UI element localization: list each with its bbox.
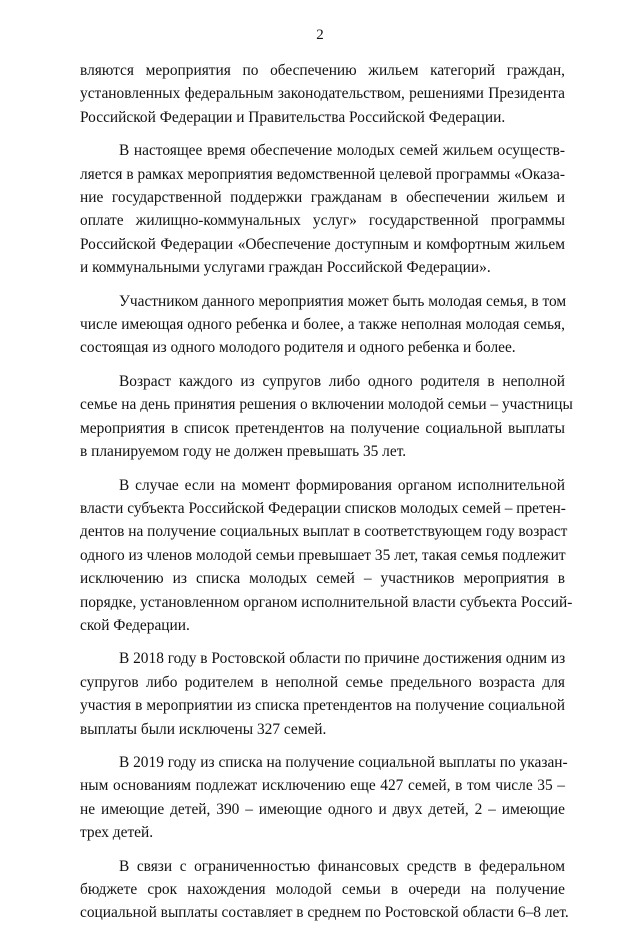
paragraph-line: Российской Федерации «Обеспечение доступным и комфортным жильем <box>80 235 565 253</box>
paragraph-line: ние государственной поддержки гражданам в обеспечении жильем и <box>80 189 565 207</box>
paragraph-line: и коммунальными услугами граждан Российской Федерации». <box>80 259 491 277</box>
paragraph-line: не имеющие детей, 390 – имеющие одного и двух детей, 2 – имеющие <box>80 800 565 818</box>
paragraph-line: В 2019 году из списка на получение социальной выплаты по указан- <box>119 753 568 771</box>
paragraph <box>80 751 568 845</box>
paragraph-line: участия в мероприятии из списка претендентов на получение социальной <box>80 697 565 715</box>
paragraph-line: ляется в рамках мероприятия ведомственной целевой программы «Оказа- <box>80 165 565 183</box>
paragraph-line: дентов на получение социальных выплат в соответствующем году возраст <box>80 523 568 541</box>
paragraph-line: Возраст каждого из супругов либо одного родителя в неполной <box>119 372 565 390</box>
paragraph-line: трех детей. <box>80 824 154 842</box>
document-body <box>80 59 573 935</box>
paragraph <box>80 59 565 129</box>
paragraph-line: В 2018 году в Ростовской области по причине достижения одним из <box>119 650 566 668</box>
paragraph <box>80 290 565 360</box>
paragraph <box>80 139 565 279</box>
paragraph-line: оплате жилищно-коммунальных услуг» государственной программы <box>80 212 565 230</box>
paragraph-line: В настоящее время обеспечение молодых семей жильем осуществ- <box>119 142 565 160</box>
paragraph <box>80 370 573 464</box>
paragraph-line: Участником данного мероприятия может быть молодая семья, в том <box>119 292 567 310</box>
paragraph-line: порядке, установленном органом исполнительной власти субъекта Россий- <box>80 593 573 611</box>
paragraph <box>80 474 573 638</box>
paragraph-line: выплаты были исключены 327 семей. <box>80 720 327 738</box>
paragraph-line: числе имеющая одного ребенка и более, а также неполная молодая семья, <box>80 316 565 334</box>
paragraph-line: власти субъекта Российской Федерации списков молодых семей – претен- <box>80 499 566 517</box>
paragraph-line: бюджете срок нахождения молодой семьи в очереди на получение <box>80 881 565 898</box>
paragraph-line: Российской Федерации и Правительства Российской Федерации. <box>80 108 506 126</box>
paragraph-line: семье на день принятия решения о включении молодой семьи – участницы <box>80 396 573 414</box>
paragraph-line: ской Федерации. <box>80 616 190 634</box>
paragraph <box>80 647 565 741</box>
paragraph-line: одного из членов молодой семьи превышает 35 лет, такая семья подлежит <box>80 546 566 564</box>
paragraph-line: В случае если на момент формирования органом исполнительной <box>119 476 565 494</box>
paragraph-line: вляются мероприятия по обеспечению жильем категорий граждан, <box>80 62 565 79</box>
paragraph-line: установленных федеральным законодательством, решениями Президента <box>80 85 565 103</box>
paragraph-line: в планируемом году не должен превышать 35 лет. <box>80 443 407 461</box>
paragraph-line: В связи с ограниченностью финансовых средств в федеральном <box>119 857 565 875</box>
paragraph-line: ным основаниям подлежат исключению еще 427 семей, в том числе 35 – <box>80 777 565 795</box>
paragraph-line: мероприятия в список претендентов на получение социальной выплаты <box>80 419 565 437</box>
paragraph-line: исключению из списка молодых семей – участников мероприятия в <box>80 570 565 588</box>
paragraph-line: состоящая из одного молодого родителя и одного ребенка и более. <box>80 339 516 357</box>
page-number: 2 <box>316 27 324 43</box>
paragraph-line: социальной выплаты составляет в среднем по Ростовской области 6–8 лет. <box>80 904 569 922</box>
paragraph <box>80 855 569 925</box>
paragraph-line: супругов либо родителем в неполной семье предельного возраста для <box>80 673 565 691</box>
